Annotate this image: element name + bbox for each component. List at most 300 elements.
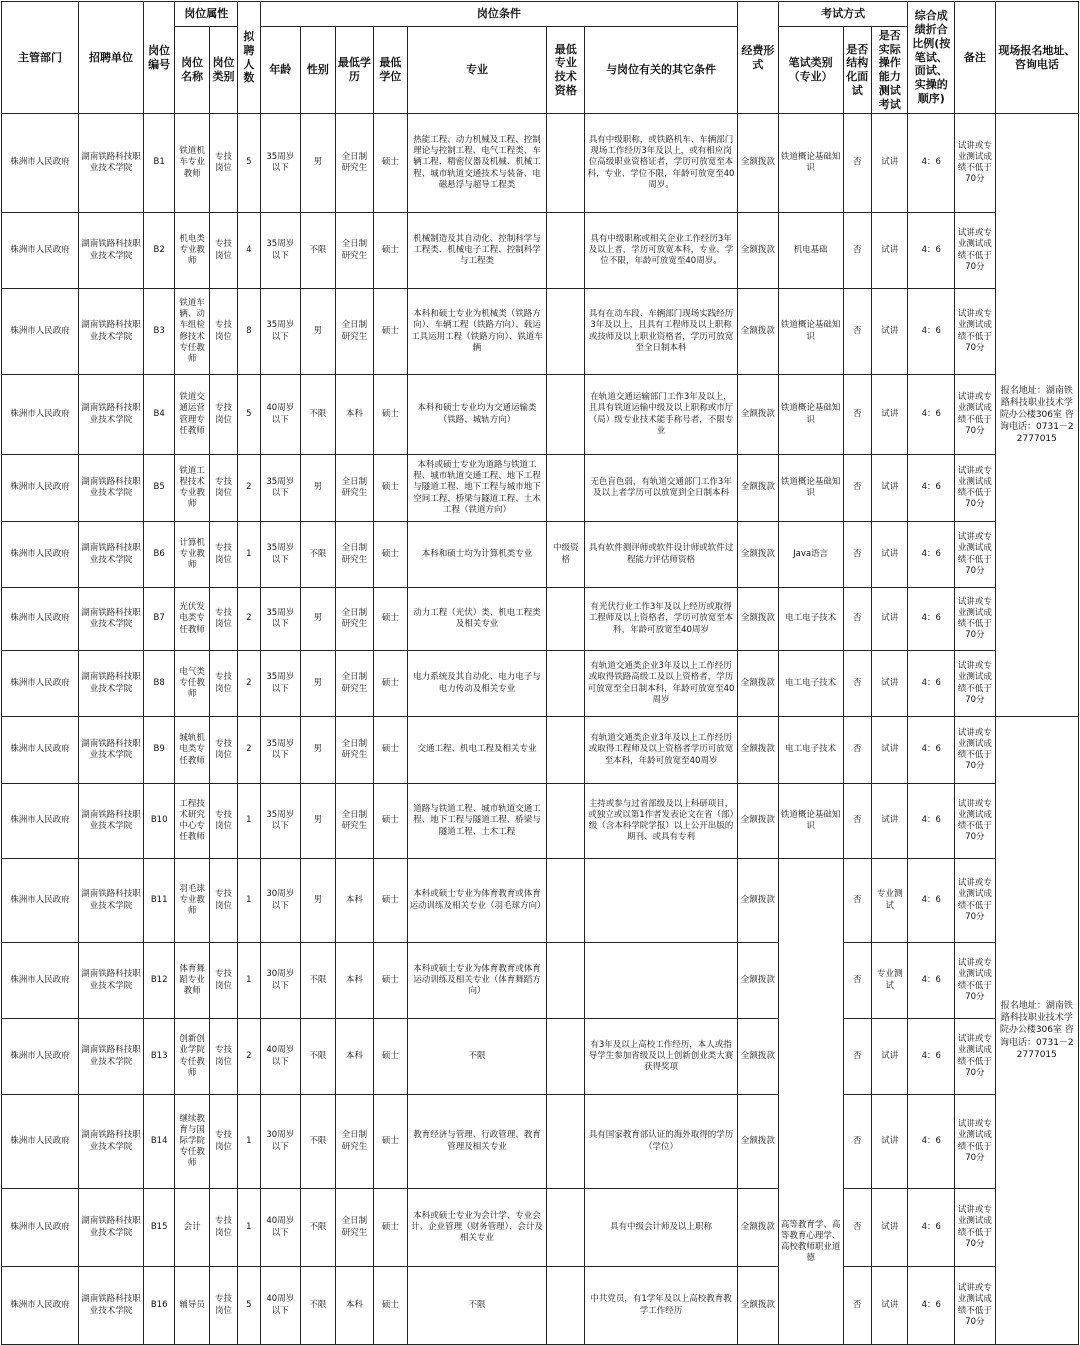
post-name-cell: 体育舞蹈专业教师 <box>175 943 209 1019</box>
header-funding: 经费形式 <box>738 2 779 114</box>
header-min-degree: 最低学位 <box>374 27 407 114</box>
table-row <box>2 1267 1079 1345</box>
post-type-cell: 专技岗位 <box>209 859 237 943</box>
structured-cell: 否 <box>843 1189 871 1267</box>
gender-cell: 不限 <box>301 213 335 289</box>
remark-cell: 试讲或专业测试成绩不低于70分 <box>955 213 996 289</box>
header-group-exam: 考试方式 <box>778 2 908 27</box>
dept-cell: 株洲市人民政府 <box>2 1095 79 1189</box>
age-cell: 30周岁以下 <box>260 1095 301 1189</box>
other-cond-cell: 中共党员，有1学年及以上高校教育教学工作经历 <box>585 1267 738 1345</box>
other-cond-cell: 具有软件测评师或软件设计师或软件过程能力评估师资格 <box>585 522 738 588</box>
structured-cell: 否 <box>843 651 871 717</box>
post-code-cell: B8 <box>143 651 174 717</box>
post-type-cell: 专技岗位 <box>209 651 237 717</box>
gender-cell: 男 <box>301 717 335 784</box>
post-type-cell: 专技岗位 <box>209 114 237 213</box>
post-code-cell: B3 <box>143 289 174 375</box>
min-edu-cell: 全日制研究生 <box>335 651 374 717</box>
major-cell: 热能工程、动力机械及工程、控制理论与控制工程、电气工程类、车辆工程、精密仪器及机械、机械工程、城市轨道交通技术与装备、电磁悬浮与超导工程类 <box>407 114 547 213</box>
count-cell: 2 <box>238 588 260 651</box>
age-cell: 40周岁以下 <box>260 1189 301 1267</box>
min-edu-cell: 本科 <box>335 943 374 1019</box>
unit-cell: 湖南铁路科技职业技术学院 <box>79 522 144 588</box>
header-min-qual: 最低专业技术资格 <box>547 27 585 114</box>
unit-cell: 湖南铁路科技职业技术学院 <box>79 1095 144 1189</box>
dept-cell: 株洲市人民政府 <box>2 522 79 588</box>
unit-cell: 湖南铁路科技职业技术学院 <box>79 717 144 784</box>
post-name-cell: 羽毛球专业教师 <box>175 859 209 943</box>
header-remark: 备注 <box>955 2 996 114</box>
min-edu-cell: 本科 <box>335 1019 374 1095</box>
practical-cell: 专业测试 <box>871 859 908 943</box>
table-row <box>2 1019 1079 1095</box>
post-code-cell: B9 <box>143 717 174 784</box>
header-group-attr: 岗位属性 <box>175 2 238 27</box>
post-code-cell: B2 <box>143 213 174 289</box>
post-code-cell: B12 <box>143 943 174 1019</box>
table-row <box>2 943 1079 1019</box>
funding-cell: 全额拨款 <box>738 375 779 455</box>
remark-cell: 试讲或专业测试成绩不低于70分 <box>955 859 996 943</box>
major-cell: 本科或硕士专业为体育教育或体育运动训练及相关专业（羽毛球方向） <box>407 859 547 943</box>
min-qual-cell <box>547 1267 585 1345</box>
min-qual-cell <box>547 588 585 651</box>
header-structured: 是否结构化面试 <box>843 27 871 114</box>
min-edu-cell: 全日制研究生 <box>335 717 374 784</box>
age-cell: 35周岁以下 <box>260 588 301 651</box>
funding-cell: 全额拨款 <box>738 213 779 289</box>
min-qual-cell <box>547 784 585 859</box>
count-cell: 1 <box>238 943 260 1019</box>
remark-cell: 试讲或专业测试成绩不低于70分 <box>955 651 996 717</box>
practical-cell: 试讲 <box>871 784 908 859</box>
structured-cell: 否 <box>843 717 871 784</box>
min-edu-cell: 全日制研究生 <box>335 1189 374 1267</box>
min-qual-cell <box>547 651 585 717</box>
age-cell: 30周岁以下 <box>260 859 301 943</box>
age-cell: 40周岁以下 <box>260 375 301 455</box>
funding-cell: 全额拨款 <box>738 1267 779 1345</box>
gender-cell: 男 <box>301 289 335 375</box>
practical-cell: 试讲 <box>871 375 908 455</box>
ratio-cell: 4：6 <box>908 588 955 651</box>
funding-cell: 全额拨款 <box>738 784 779 859</box>
other-cond-cell: 主持或参与过省部级及以上科研项目，或独立或以第1作者发表论文在省（部）级（含本科学院学报）以上公开出版的期刊、或具有专利 <box>585 784 738 859</box>
dept-cell: 株洲市人民政府 <box>2 588 79 651</box>
min-degree-cell: 硕士 <box>374 1189 407 1267</box>
major-cell: 动力工程（光伏）类、机电工程类及相关专业 <box>407 588 547 651</box>
dept-cell: 株洲市人民政府 <box>2 1189 79 1267</box>
header-min-edu: 最低学历 <box>335 27 374 114</box>
written-cell: 电工电子技术 <box>778 717 843 784</box>
post-code-cell: B16 <box>143 1267 174 1345</box>
post-name-cell: 电气类专任教师 <box>175 651 209 717</box>
age-cell: 35周岁以下 <box>260 289 301 375</box>
min-degree-cell: 硕士 <box>374 588 407 651</box>
remark-cell: 试讲或专业测试成绩不低于70分 <box>955 455 996 522</box>
header-dept: 主管部门 <box>2 2 79 114</box>
count-cell: 4 <box>238 213 260 289</box>
min-edu-cell: 全日制研究生 <box>335 1095 374 1189</box>
dept-cell: 株洲市人民政府 <box>2 289 79 375</box>
unit-cell: 湖南铁路科技职业技术学院 <box>79 114 144 213</box>
header-contact: 现场报名地址、咨询电话 <box>995 2 1078 114</box>
age-cell: 35周岁以下 <box>260 114 301 213</box>
written-cell: 电工电子技术 <box>778 651 843 717</box>
post-type-cell: 专技岗位 <box>209 588 237 651</box>
other-cond-cell: 具有国家教育部认证的海外取得的学历（学位） <box>585 1095 738 1189</box>
min-degree-cell: 硕士 <box>374 717 407 784</box>
post-name-cell: 计算机专业教师 <box>175 522 209 588</box>
min-qual-cell <box>547 213 585 289</box>
dept-cell: 株洲市人民政府 <box>2 1019 79 1095</box>
header-ratio: 综合成绩折合比例(按笔试、面试、实操的顺序) <box>908 2 955 114</box>
post-name-cell: 机电类专业教师 <box>175 213 209 289</box>
count-cell: 1 <box>238 784 260 859</box>
count-cell: 5 <box>238 375 260 455</box>
min-degree-cell: 硕士 <box>374 784 407 859</box>
structured-cell: 否 <box>843 1019 871 1095</box>
contact-cell: 报名地址：湖南铁路科技职业技术学院办公楼306室 咨询电话：0731－22777015 <box>995 717 1078 1345</box>
ratio-cell: 4：6 <box>908 522 955 588</box>
post-type-cell: 专技岗位 <box>209 943 237 1019</box>
gender-cell: 男 <box>301 784 335 859</box>
major-cell: 本科和硕士专业均为交通运输类（铁路、城轨方向） <box>407 375 547 455</box>
min-qual-cell <box>547 114 585 213</box>
funding-cell: 全额拨款 <box>738 1095 779 1189</box>
post-code-cell: B14 <box>143 1095 174 1189</box>
min-degree-cell: 硕士 <box>374 943 407 1019</box>
dept-cell: 株洲市人民政府 <box>2 943 79 1019</box>
dept-cell: 株洲市人民政府 <box>2 114 79 213</box>
practical-cell: 试讲 <box>871 1095 908 1189</box>
remark-cell: 试讲或专业测试成绩不低于70分 <box>955 717 996 784</box>
table-row <box>2 1095 1079 1189</box>
other-cond-cell: 具有中级会计师及以上职称 <box>585 1189 738 1267</box>
post-type-cell: 专技岗位 <box>209 375 237 455</box>
practical-cell: 试讲 <box>871 1189 908 1267</box>
practical-cell: 试讲 <box>871 588 908 651</box>
other-cond-cell: 具有在动车段、车辆部门现场实践经历3年及以上，且具有工程师及以上职称或技师及以上职业资格者，学历可放宽至全日制本科 <box>585 289 738 375</box>
written-cell: 铁道概论基础知识 <box>778 455 843 522</box>
post-name-cell: 光伏发电类专任教师 <box>175 588 209 651</box>
gender-cell: 不限 <box>301 1095 335 1189</box>
header-written: 笔试类别（专业） <box>778 27 843 114</box>
min-degree-cell: 硕士 <box>374 375 407 455</box>
practical-cell: 试讲 <box>871 522 908 588</box>
post-type-cell: 专技岗位 <box>209 1267 237 1345</box>
structured-cell: 否 <box>843 859 871 943</box>
funding-cell: 全额拨款 <box>738 859 779 943</box>
min-degree-cell: 硕士 <box>374 522 407 588</box>
written-cell: 电工电子技术 <box>778 588 843 651</box>
unit-cell: 湖南铁路科技职业技术学院 <box>79 859 144 943</box>
min-qual-cell <box>547 289 585 375</box>
count-cell: 2 <box>238 455 260 522</box>
post-code-cell: B1 <box>143 114 174 213</box>
practical-cell: 试讲 <box>871 289 908 375</box>
post-type-cell: 专技岗位 <box>209 213 237 289</box>
major-cell: 道路与铁道工程、城市轨道交通工程、地下工程与隧道工程、桥梁与隧道工程、土木工程 <box>407 784 547 859</box>
min-degree-cell: 硕士 <box>374 859 407 943</box>
structured-cell: 否 <box>843 1095 871 1189</box>
age-cell: 35周岁以下 <box>260 717 301 784</box>
remark-cell: 试讲或专业测试成绩不低于70分 <box>955 784 996 859</box>
other-cond-cell: 有光伏行业工作3年及以上经历或取得工程师及以上资格者，学历可放宽至本科，年龄可放宽至40周岁 <box>585 588 738 651</box>
min-edu-cell: 全日制研究生 <box>335 114 374 213</box>
other-cond-cell: 有3年及以上高校工作经历，本人或指导学生参加省级及以上创新创业类大赛获得奖项 <box>585 1019 738 1095</box>
practical-cell: 试讲 <box>871 1267 908 1345</box>
min-edu-cell: 全日制研究生 <box>335 289 374 375</box>
dept-cell: 株洲市人民政府 <box>2 1267 79 1345</box>
unit-cell: 湖南铁路科技职业技术学院 <box>79 588 144 651</box>
age-cell: 35周岁以下 <box>260 784 301 859</box>
funding-cell: 全额拨款 <box>738 289 779 375</box>
ratio-cell: 4：6 <box>908 784 955 859</box>
count-cell: 1 <box>238 859 260 943</box>
age-cell: 35周岁以下 <box>260 455 301 522</box>
structured-cell: 否 <box>843 522 871 588</box>
age-cell: 30周岁以下 <box>260 943 301 1019</box>
header-group-cond: 岗位条件 <box>260 2 738 27</box>
practical-cell: 试讲 <box>871 651 908 717</box>
contact-cell: 报名地址：湖南铁路科技职业技术学院办公楼306室 咨询电话：0731－22777015 <box>995 114 1078 717</box>
gender-cell: 男 <box>301 651 335 717</box>
post-type-cell: 专技岗位 <box>209 784 237 859</box>
structured-cell: 否 <box>843 1267 871 1345</box>
post-type-cell: 专技岗位 <box>209 1019 237 1095</box>
funding-cell: 全额拨款 <box>738 455 779 522</box>
ratio-cell: 4：6 <box>908 375 955 455</box>
min-qual-cell <box>547 717 585 784</box>
gender-cell: 不限 <box>301 522 335 588</box>
major-cell: 本科和硕士专业为机械类（铁路方向）、车辆工程（铁路方向）、载运工具运用工程（铁路方向）、铁道车辆 <box>407 289 547 375</box>
unit-cell: 湖南铁路科技职业技术学院 <box>79 1189 144 1267</box>
min-edu-cell: 本科 <box>335 375 374 455</box>
unit-cell: 湖南铁路科技职业技术学院 <box>79 784 144 859</box>
gender-cell: 不限 <box>301 943 335 1019</box>
ratio-cell: 4：6 <box>908 1095 955 1189</box>
structured-cell: 否 <box>843 943 871 1019</box>
min-degree-cell: 硕士 <box>374 1267 407 1345</box>
post-name-cell: 会计 <box>175 1189 209 1267</box>
min-edu-cell: 全日制研究生 <box>335 588 374 651</box>
other-cond-cell: 具有中级职称，或铁路机车、车辆部门现场工作经历3年及以上，或有相应岗位高级职业资格证者，学历可放宽至本科，专业、学位不限，年龄可放宽至40周岁。 <box>585 114 738 213</box>
min-edu-cell: 本科 <box>335 1267 374 1345</box>
major-cell: 本科或硕士专业为体育教育或体育运动训练及相关专业（体育舞蹈方向） <box>407 943 547 1019</box>
funding-cell: 全额拨款 <box>738 717 779 784</box>
ratio-cell: 4：6 <box>908 114 955 213</box>
major-cell: 不限 <box>407 1019 547 1095</box>
recruitment-table <box>1 1 1079 1345</box>
post-name-cell: 创新创业学院专任教师 <box>175 1019 209 1095</box>
unit-cell: 湖南铁路科技职业技术学院 <box>79 289 144 375</box>
remark-cell: 试讲或专业测试成绩不低于70分 <box>955 522 996 588</box>
min-edu-cell: 本科 <box>335 859 374 943</box>
min-degree-cell: 硕士 <box>374 455 407 522</box>
other-cond-cell: 在轨道交通运输部门工作3年及以上，且具有铁道运输中级及以上职称或市厅（局）级专业技术能手称号者，不限专业 <box>585 375 738 455</box>
table-row <box>2 375 1079 455</box>
min-qual-cell: 中级资格 <box>547 522 585 588</box>
unit-cell: 湖南铁路科技职业技术学院 <box>79 1267 144 1345</box>
ratio-cell: 4：6 <box>908 213 955 289</box>
count-cell: 1 <box>238 1095 260 1189</box>
count-cell: 2 <box>238 1019 260 1095</box>
min-degree-cell: 硕士 <box>374 651 407 717</box>
header-other-cond: 与岗位有关的其它条件 <box>585 27 738 114</box>
post-name-cell: 铁道机车专业教师 <box>175 114 209 213</box>
post-code-cell: B15 <box>143 1189 174 1267</box>
practical-cell: 专业测试 <box>871 943 908 1019</box>
major-cell: 本科或硕士专业为会计学、专业会计、企业管理（财务管理）、会计及相关专业 <box>407 1189 547 1267</box>
practical-cell: 试讲 <box>871 717 908 784</box>
header-major: 专业 <box>407 27 547 114</box>
funding-cell: 全额拨款 <box>738 1189 779 1267</box>
funding-cell: 全额拨款 <box>738 522 779 588</box>
practical-cell: 试讲 <box>871 1019 908 1095</box>
age-cell: 35周岁以下 <box>260 213 301 289</box>
practical-cell: 试讲 <box>871 213 908 289</box>
unit-cell: 湖南铁路科技职业技术学院 <box>79 943 144 1019</box>
ratio-cell: 4：6 <box>908 943 955 1019</box>
gender-cell: 男 <box>301 859 335 943</box>
count-cell: 2 <box>238 651 260 717</box>
unit-cell: 湖南铁路科技职业技术学院 <box>79 1019 144 1095</box>
age-cell: 40周岁以下 <box>260 1019 301 1095</box>
unit-cell: 湖南铁路科技职业技术学院 <box>79 213 144 289</box>
post-code-cell: B11 <box>143 859 174 943</box>
min-degree-cell: 硕士 <box>374 289 407 375</box>
count-cell: 5 <box>238 1267 260 1345</box>
practical-cell: 试讲 <box>871 114 908 213</box>
min-edu-cell: 全日制研究生 <box>335 213 374 289</box>
count-cell: 1 <box>238 522 260 588</box>
gender-cell: 男 <box>301 455 335 522</box>
min-degree-cell: 硕士 <box>374 114 407 213</box>
age-cell: 40周岁以下 <box>260 1267 301 1345</box>
table-body <box>2 114 1079 1345</box>
min-degree-cell: 硕士 <box>374 213 407 289</box>
written-cell-merged: 高等教育学、高等教育心理学、高校教师职业道德 <box>778 859 843 1345</box>
header-unit: 招聘单位 <box>79 2 144 114</box>
dept-cell: 株洲市人民政府 <box>2 717 79 784</box>
dept-cell: 株洲市人民政府 <box>2 375 79 455</box>
table-row <box>2 522 1079 588</box>
structured-cell: 否 <box>843 375 871 455</box>
funding-cell: 全额拨款 <box>738 588 779 651</box>
funding-cell: 全额拨款 <box>738 943 779 1019</box>
major-cell: 机械制造及其自动化、控制科学与工程类、机械电子工程、控制科学与工程类 <box>407 213 547 289</box>
min-degree-cell: 硕士 <box>374 1019 407 1095</box>
remark-cell: 试讲或专业测试成绩不低于70分 <box>955 375 996 455</box>
structured-cell: 否 <box>843 455 871 522</box>
gender-cell: 不限 <box>301 1189 335 1267</box>
table-row <box>2 455 1079 522</box>
min-qual-cell <box>547 1189 585 1267</box>
post-type-cell: 专技岗位 <box>209 717 237 784</box>
post-type-cell: 专技岗位 <box>209 289 237 375</box>
count-cell: 8 <box>238 289 260 375</box>
gender-cell: 不限 <box>301 375 335 455</box>
min-qual-cell <box>547 1095 585 1189</box>
written-cell: 铁道概论基础知识 <box>778 375 843 455</box>
dept-cell: 株洲市人民政府 <box>2 651 79 717</box>
dept-cell: 株洲市人民政府 <box>2 213 79 289</box>
table-row <box>2 1189 1079 1267</box>
written-cell: 机电基础 <box>778 213 843 289</box>
header-gender: 性别 <box>301 27 335 114</box>
practical-cell: 试讲 <box>871 455 908 522</box>
age-cell: 35周岁以下 <box>260 651 301 717</box>
ratio-cell: 4：6 <box>908 289 955 375</box>
post-type-cell: 专技岗位 <box>209 1095 237 1189</box>
header-age: 年龄 <box>260 27 301 114</box>
remark-cell: 试讲或专业测试成绩不低于70分 <box>955 1019 996 1095</box>
post-type-cell: 专技岗位 <box>209 522 237 588</box>
written-cell: Java语言 <box>778 522 843 588</box>
table-row <box>2 289 1079 375</box>
post-type-cell: 专技岗位 <box>209 1189 237 1267</box>
funding-cell: 全额拨款 <box>738 1019 779 1095</box>
min-edu-cell: 全日制研究生 <box>335 784 374 859</box>
funding-cell: 全额拨款 <box>738 651 779 717</box>
min-qual-cell <box>547 375 585 455</box>
min-edu-cell: 全日制研究生 <box>335 455 374 522</box>
table-header <box>2 2 1079 114</box>
structured-cell: 否 <box>843 289 871 375</box>
table-row <box>2 717 1079 784</box>
header-post-name: 岗位名称 <box>175 27 209 114</box>
gender-cell: 不限 <box>301 1267 335 1345</box>
ratio-cell: 4：6 <box>908 717 955 784</box>
remark-cell: 试讲或专业测试成绩不低于70分 <box>955 1267 996 1345</box>
ratio-cell: 4：6 <box>908 1267 955 1345</box>
gender-cell: 男 <box>301 114 335 213</box>
min-qual-cell <box>547 943 585 1019</box>
ratio-cell: 4：6 <box>908 1189 955 1267</box>
post-name-cell: 城轨机电类专任教师 <box>175 717 209 784</box>
unit-cell: 湖南铁路科技职业技术学院 <box>79 455 144 522</box>
post-code-cell: B7 <box>143 588 174 651</box>
other-cond-cell: 有轨道交通类企业3年及以上工作经历或取得铁路高级工及以上资格者，学历可放宽至全日制本科，年龄可放宽至40周岁 <box>585 651 738 717</box>
structured-cell: 否 <box>843 784 871 859</box>
count-cell: 2 <box>238 717 260 784</box>
written-cell: 铁道概论基础知识 <box>778 784 843 859</box>
header-post-type: 岗位类别 <box>209 27 237 114</box>
age-cell: 35周岁以下 <box>260 522 301 588</box>
gender-cell: 不限 <box>301 1019 335 1095</box>
remark-cell: 试讲或专业测试成绩不低于70分 <box>955 1189 996 1267</box>
table-row <box>2 859 1079 943</box>
count-cell: 5 <box>238 114 260 213</box>
funding-cell: 全额拨款 <box>738 114 779 213</box>
major-cell: 交通工程、机电工程及相关专业 <box>407 717 547 784</box>
other-cond-cell: 有轨道交通类企业3年及以上工作经历或取得工程师及以上资格者学历可放宽至本科，年龄可放宽至40周岁 <box>585 717 738 784</box>
header-count: 拟聘人数 <box>238 2 260 114</box>
post-code-cell: B10 <box>143 784 174 859</box>
post-code-cell: B6 <box>143 522 174 588</box>
remark-cell: 试讲或专业测试成绩不低于70分 <box>955 114 996 213</box>
major-cell: 不限 <box>407 1267 547 1345</box>
written-cell: 铁道概论基础知识 <box>778 114 843 213</box>
written-cell: 铁道概论基础知识 <box>778 289 843 375</box>
other-cond-cell: 具有中级职称或相关企业工作经历3年及以上者，学历可放宽本科，专业、学位不限，年龄可放宽至40周岁。 <box>585 213 738 289</box>
table-row <box>2 114 1079 213</box>
major-cell: 本科和硕士均为计算机类专业 <box>407 522 547 588</box>
post-code-cell: B5 <box>143 455 174 522</box>
remark-cell: 试讲或专业测试成绩不低于70分 <box>955 289 996 375</box>
